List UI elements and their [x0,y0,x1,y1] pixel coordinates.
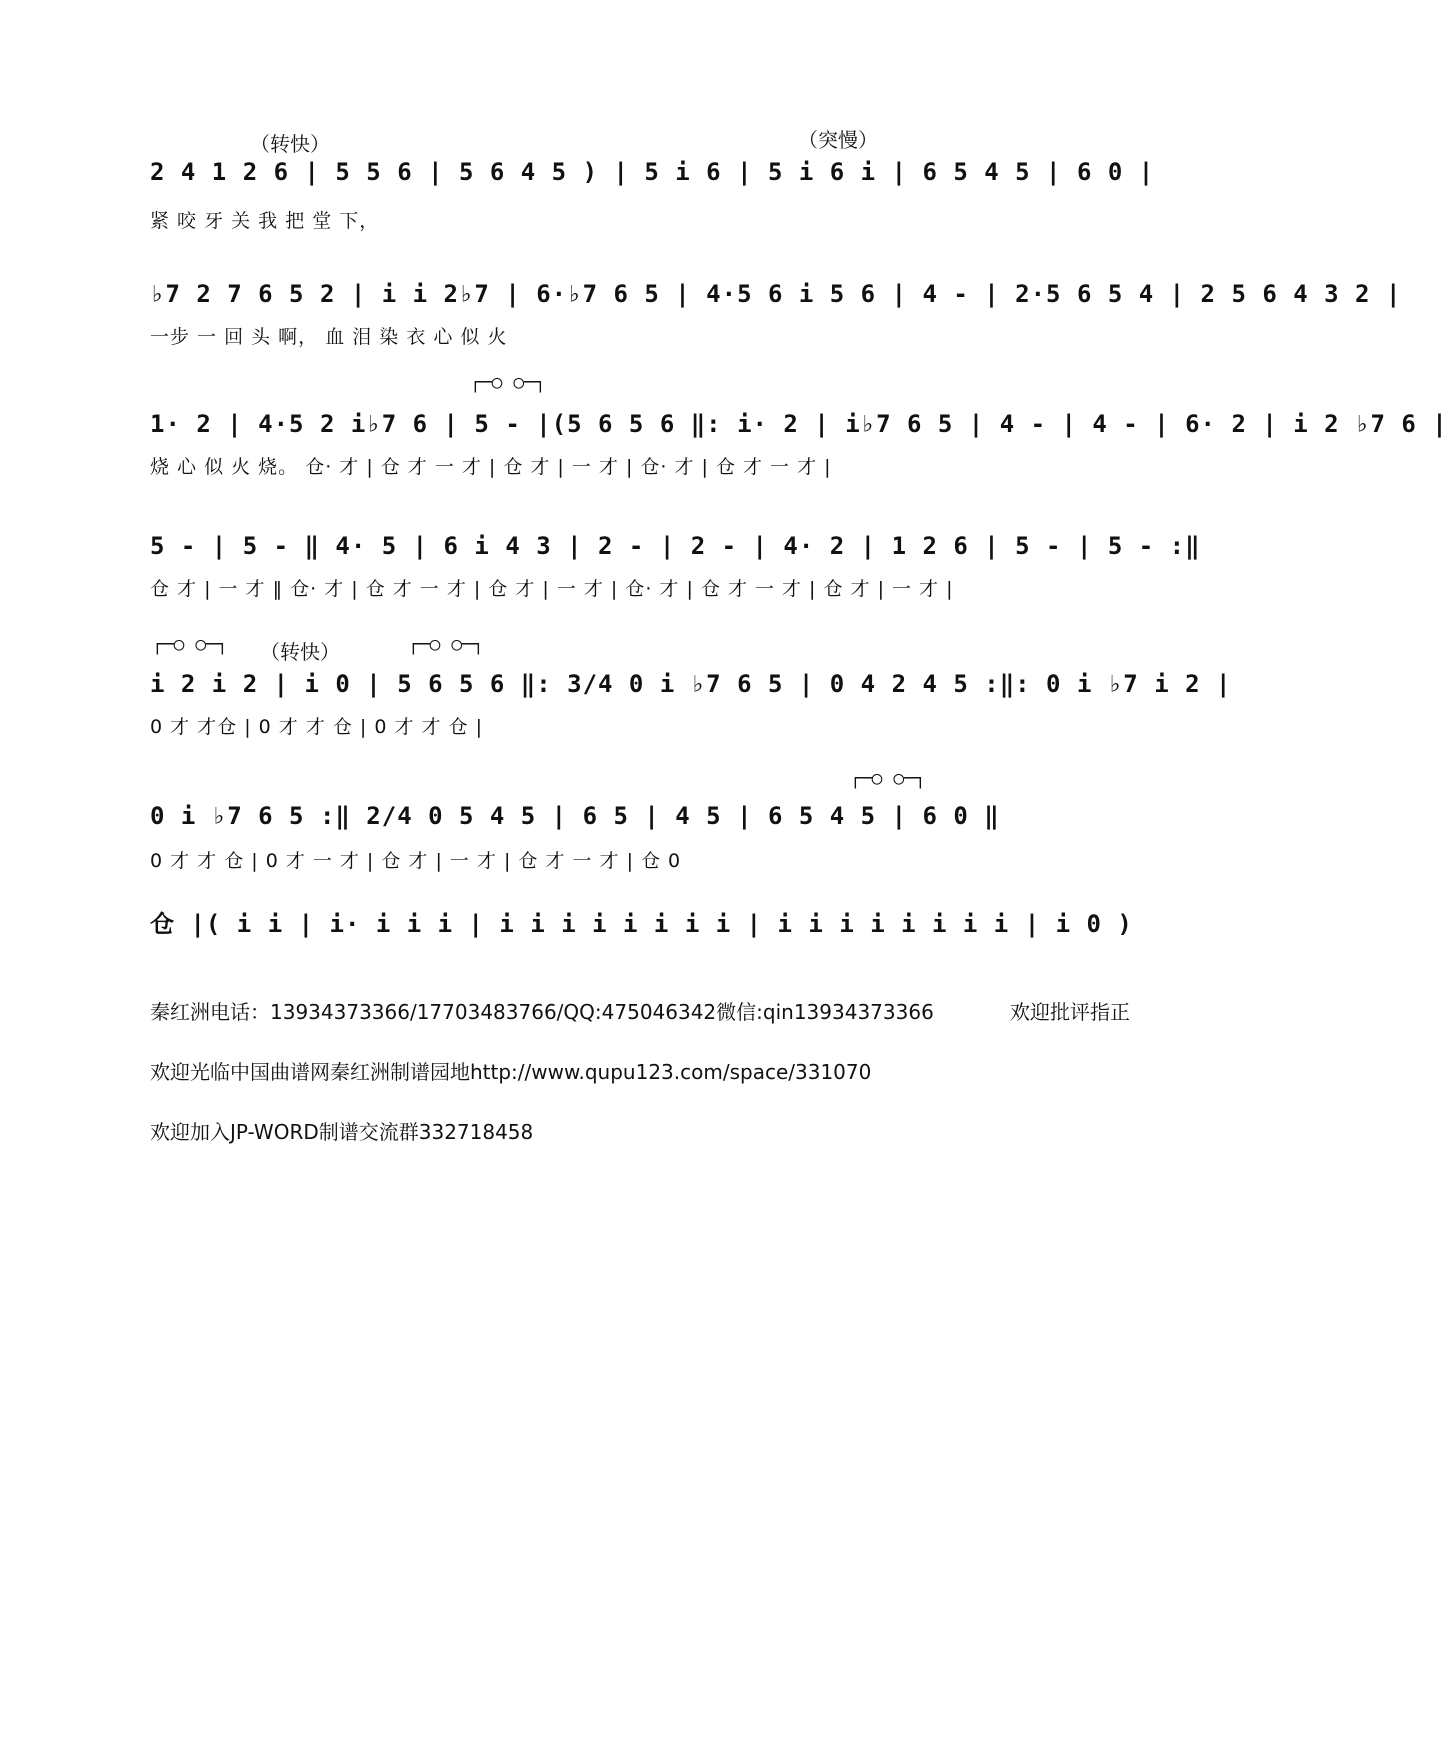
notation-line: i 2 i 2 | i 0 | 5 6 5 6 ‖: 3/4 0 i ♭7 6 5 | 0 4 2 4 5 :‖: 0 i ♭7 i 2 | [150,670,1232,698]
notation-line: 2 4 1 2 6 | 5 5 6 | 5 6 4 5 ) | 5 i 6 | 5 i 6 i | 6 5 4 5 | 6 0 | [150,158,1155,186]
notation-line: 0 i ♭7 6 5 :‖ 2/4 0 5 4 5 | 6 5 | 4 5 | 6 5 4 5 | 6 0 ‖ [150,802,1000,830]
score-row-3 [150,370,1448,480]
website-link[interactable]: 欢迎光临中国曲谱网秦红洲制谱园地http://www.qupu123.com/space/331070 [150,1060,872,1084]
tempo-mark: （转快） [250,132,330,156]
score-row-7 [150,898,1134,958]
percussion-mark: ┌─○ ○─┐ [850,768,926,789]
group-info: 欢迎加入JP-WORD制谱交流群332718458 [150,1120,534,1144]
lyrics-line: 仓 才 | 一 才 ‖ 仓· 才 | 仓 才 一 才 | 仓 才 | 一 才 | 仓· 才 | 仓 才 一 才 | 仓 才 | 一 才 | [150,578,954,600]
score-row-5 [150,630,1232,740]
lyrics-line: 0 才 才仓 | 0 才 才 仓 | 0 才 才 仓 | [150,716,483,738]
notation-line: 仓 |( i i | i· i i i | i i i i i i i i | i i i i i i i i | i 0 ) [150,910,1133,938]
tempo-mark: （突慢） [798,128,878,152]
notation-line: 5 - | 5 - ‖ 4· 5 | 6 i 4 3 | 2 - | 2 - | 4· 2 | 1 2 6 | 5 - | 5 - :‖ [150,532,1201,560]
score-row-1 [150,120,1155,232]
critique-note: 欢迎批评指正 [1010,1000,1130,1024]
lyrics-line: 一步 一 回 头 啊， 血 泪 染 衣 心 似 火 [150,326,508,348]
score-row-6 [150,766,1134,876]
notation-line: 1· 2 | 4·5 2 i♭7 6 | 5 - |(5 6 5 6 ‖: i· 2 | i♭7 6 5 | 4 - | 4 - | 6· 2 | i 2 ♭7 6 | [150,410,1448,438]
score-row-4 [150,510,1201,610]
tempo-mark: （转快） [260,640,340,664]
lyrics-line: 0 才 才 仓 | 0 才 一 才 | 仓 才 | 一 才 | 仓 才 一 才 | 仓 0 [150,850,682,872]
percussion-mark: ┌─○ ○─┐ [152,634,228,655]
lyrics-line: 紧 咬 牙 关 我 把 堂 下， [150,210,380,232]
contact-info: 秦红洲电话：13934373366/17703483766/QQ:475046342微信:qin13934373366 [150,1000,934,1024]
lyrics-line: 烧 心 似 火 烧。 仓· 才 | 仓 才 一 才 | 仓 才 | 一 才 | 仓· 才 | 仓 才 一 才 | [150,456,832,478]
percussion-mark: ┌─○ ○─┐ [408,634,484,655]
notation-line: ♭7 2 7 6 5 2 | i i 2♭7 | 6·♭7 6 5 | 4·5 6 i 5 6 | 4 - | 2·5 6 5 4 | 2 5 6 4 3 2 | [150,280,1402,308]
percussion-mark: ┌─○ ○─┐ [470,372,546,393]
score-row-2 [150,240,1402,348]
